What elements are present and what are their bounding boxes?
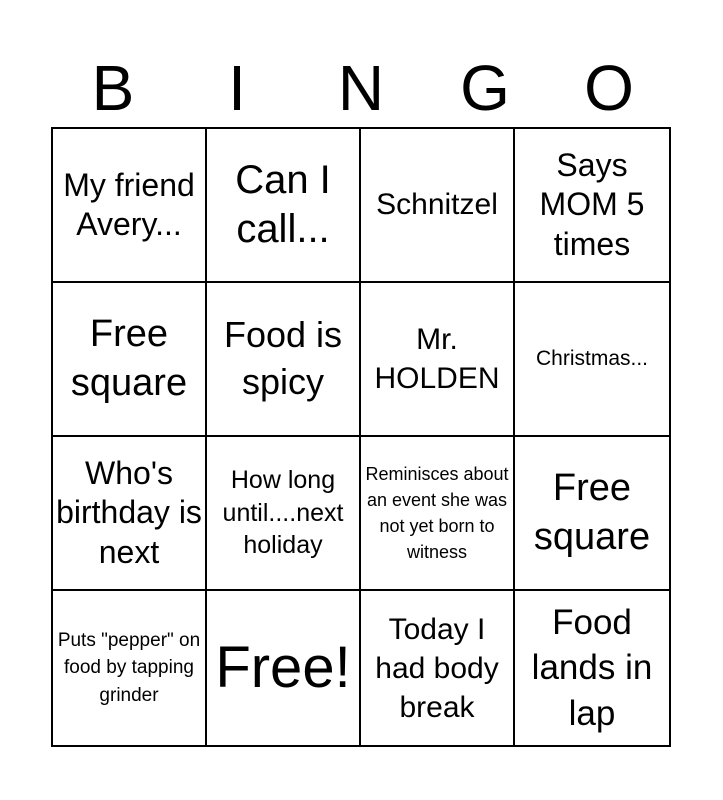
bingo-cell-text: Puts "pepper" on food by tapping grinder: [57, 629, 201, 706]
header-letter-g: G: [460, 52, 510, 124]
bingo-cell[interactable]: [515, 283, 669, 437]
bingo-cell[interactable]: [207, 283, 361, 437]
bingo-cell-text: Free!: [215, 634, 351, 700]
bingo-cell-text: Christmas...: [535, 347, 648, 371]
bingo-cell[interactable]: [53, 591, 207, 745]
header-letter-i: I: [228, 52, 246, 124]
bingo-cell[interactable]: [207, 437, 361, 591]
bingo-cell-text: Free square: [70, 312, 188, 404]
bingo-cell-text: Free square: [533, 466, 651, 558]
bingo-cell[interactable]: [361, 437, 515, 591]
bingo-cell[interactable]: [361, 591, 515, 745]
bingo-cell-text: Who's birthday is next: [56, 455, 202, 570]
bingo-cell-text: Schnitzel: [376, 188, 498, 221]
bingo-cell[interactable]: [515, 437, 669, 591]
bingo-cell-text: My friend Avery...: [63, 166, 195, 242]
bingo-cell[interactable]: [515, 591, 669, 745]
bingo-cell[interactable]: [53, 283, 207, 437]
bingo-cell[interactable]: [361, 283, 515, 437]
bingo-cell[interactable]: [515, 129, 669, 283]
bingo-cell[interactable]: [207, 129, 361, 283]
header-letter-b: B: [91, 52, 135, 124]
bingo-cell[interactable]: [53, 437, 207, 591]
bingo-cell-text: Reminisces about an event she was not yet born to witness: [365, 463, 509, 563]
header-letter-o: O: [584, 52, 634, 124]
bingo-cell-text: Mr. HOLDEN: [374, 323, 500, 395]
bingo-header: [51, 52, 671, 124]
bingo-cell-text: Today I had body break: [375, 612, 499, 724]
header-letter-n: N: [337, 52, 385, 124]
bingo-cell-text: Food lands in lap: [531, 602, 653, 733]
bingo-cell[interactable]: [361, 129, 515, 283]
bingo-cell-text: Says MOM 5 times: [539, 147, 645, 262]
bingo-cell[interactable]: [53, 129, 207, 283]
bingo-cell[interactable]: [207, 591, 361, 745]
bingo-board: [51, 127, 671, 747]
bingo-cell-text: Can I call...: [235, 158, 331, 251]
bingo-cell-text: Food is spicy: [223, 314, 343, 402]
bingo-cell-text: How long until....next holiday: [222, 466, 344, 560]
